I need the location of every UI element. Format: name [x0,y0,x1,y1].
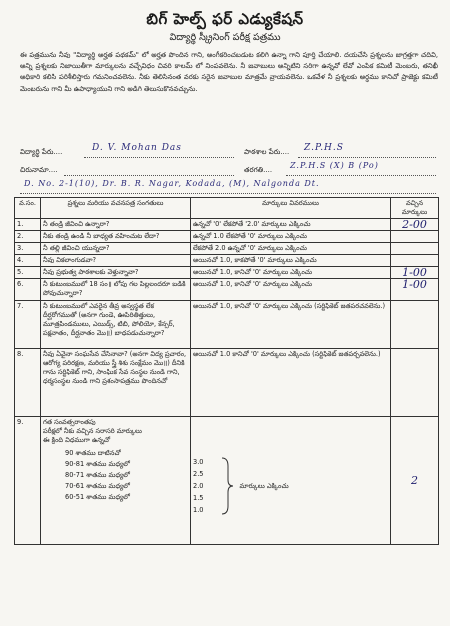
brace-icon [218,456,236,516]
table-row [15,279,439,301]
row-marks-rule: అయినచో 1.0, కానిచో '0' మార్కులు ఎక్కించు [191,279,391,301]
table-row [15,255,439,267]
row-marks-rule: అయినచో 1.0, కాకపోతే '0' మార్కులు ఎక్కించు [191,255,391,267]
row-question: నీవు ప్రభుత్వ పాఠశాలకు వెళ్తున్నావా? [41,267,191,279]
grade-item: 90 శాతము దాటినచో [65,449,121,457]
header-question: ప్రశ్నలు మరియు వచనపత్ర సంగతులు [41,198,191,219]
address-label: చిరునామా.... [20,166,58,174]
row-marks-rule: అయినచో 1.0 కానిచో '0' మార్కులు ఎక్కించు (సర్టిఫికెట్ జతపర్చవలెను.) [191,349,391,417]
grade-points-group [193,456,388,516]
class-label: తరగతి.... [244,166,273,174]
row-score: 2-00 [391,219,439,231]
row-marks-rule: అయినచో 1.0, కానిచో '0' మార్కులు ఎక్కించు (సర్టిఫికెట్ జతపరచవలెను.) [191,301,391,349]
row-no: 5. [15,267,41,279]
row-question: నీ తల్లి జీవించి యున్నదా? [41,243,191,255]
row-marks-rule: ఉన్నచో '0' లేకపోతే '2.0' మార్కులు ఎక్కించు [191,219,391,231]
grades-question-line: గత సంవత్సరాంతపు [43,418,96,426]
table-row [15,219,439,231]
grade-item: 70-61 శాతము మధ్యలో [65,482,130,490]
grade-point: 2.5 [193,470,204,478]
row-marks-grades [191,417,391,545]
row-marks-rule: ఉన్నచో 1.0 లేకపోతే '0' మార్కులు ఎక్కించు [191,231,391,243]
table-row-grades [15,417,439,545]
header-marks-detail: మార్కులు వివరములు [191,198,391,219]
row-score: 1-00 [391,279,439,301]
table-row [15,301,439,349]
row-question: నీవు ఏవైనా సంఘసేవ చేసినావా? (అనగా విద్య ప్రచారం, ఆరోగ్య పరిరక్షణ, మరియు స్త్రీ శిశు సంక్షేమం మొ॥) దీనికి గాను సర్టిఫికెట్ గాని, సాంఘిక సేవ సంస్థల నుండి గాని, ధర్మసంస్థల నుండి గాని ప్రశంసాపత్రము పొందినచో [41,349,191,417]
row-no: 8. [15,349,41,417]
student-name-label: విద్యార్థి పేరు.... [20,148,63,156]
grades-question-line: పరీక్షలో నీకు వచ్చిన సరాసరి మార్కులు [43,427,142,435]
grade-item: 60-51 శాతము మధ్యలో [65,493,130,501]
row-marks-rule: అయినచో 1.0, కానిచో '0' మార్కులు ఎక్కించు [191,267,391,279]
form-subtitle: విద్యార్థి స్క్రీనింగ్ పరీక్ష పత్రము [169,32,281,43]
grade-point: 3.0 [193,458,204,466]
row-no: 1. [15,219,41,231]
grade-marks-rule: మార్కులు ఎక్కించు [239,481,289,490]
grade-point: 2.0 [193,482,204,490]
row-score [391,301,439,349]
form-title: బిగ్ హెల్ప్ ఫర్ ఎడ్యుకేషన్ [146,10,304,28]
row-question: నీ కుటుంబములో 18 సం॥ లోపు గల పిల్లలందరూ బడికి పోవుచున్నారా? [41,279,191,301]
row-no: 3. [15,243,41,255]
row-score: 1-00 [391,267,439,279]
school-name-value: Z.P.H.S [304,143,344,153]
screening-table [14,197,439,545]
row-no: 9. [15,417,41,545]
row-score: 2 [391,417,439,545]
table-row [15,267,439,279]
grades-question-line: ఈ క్రింది విధముగా ఉన్నచో [43,436,111,444]
address-line [64,165,234,176]
grade-point: 1.5 [193,494,204,502]
student-name-value: D. V. Mohan Das [92,143,182,153]
header-sno: వ.సం. [15,198,41,219]
row-question-grades [41,417,191,545]
row-no: 7. [15,301,41,349]
row-question: నీకు తండ్రి ఉండి నీ బాధ్యత వహించుట లేదా? [41,231,191,243]
table-row [15,231,439,243]
address-value: D. No. 2-1(10), Dr. B. R. Nagar, Kodada, (M), Nalgonda Dt. [24,179,320,188]
table-row [15,349,439,417]
grade-point: 1.0 [193,506,204,514]
grade-list [43,448,188,503]
class-value: Z.P.H.S (X) B (Po) [290,161,379,170]
row-question: నీ తండ్రి జీవించి ఉన్నారా? [41,219,191,231]
grade-item: 80-71 శాతము మధ్యలో [65,471,130,479]
table-row [15,243,439,255]
row-marks-rule: లేకపోతే 2.0 ఉన్నచో '0' మార్కులు ఎక్కించు [191,243,391,255]
row-score [391,243,439,255]
header-marks-obtained: వచ్చిన మార్కులు [391,198,439,219]
row-question: నీవు వికలాంగుడవా? [41,255,191,267]
grade-points-list [193,456,204,516]
row-score [391,349,439,417]
row-question: నీ కుటుంబములో ఎవరైన తీవ్ర అస్వస్థత లేక దీర్ఘరోగముతో (అనగా గుండె, ఊపిరితిత్తులు, మూత్రపిండములు, ఎయిడ్స్, టిబి, పోలియో, కేన్సర్, పక్షవాతం, దీర్ఘవాతం మొ॥) బాధపడుచున్నారా? [41,301,191,349]
school-name-label: పాఠశాల పేరు.... [244,148,290,156]
row-score [391,255,439,267]
instructions-paragraph: ఈ పత్రమును నీవు "విద్యార్థి అర్హత పథకమ్" లో అర్హత పొందిన గాని, అంగీకరించబడుట కలిగి ఉన్నా గాని పూర్తి చేయాలి. దయచేసి ప్రశ్నలను జాగ్రత్తగా చదివి, అన్ని ప్రశ్నలకు నిజాయితీగా మార్కులను వచ్చేవిధం చివరి కాలమ్ లో నింపవలెను. నీ జవాబులు అన్నిటిని సరిగా ఉన్నవో లేవో ఎంపిక కమిటీ మెంబరు, తనిఖీ అధికారి కలిసి పరిశీలిస్తారు గమనించవలెను. నీకు తెలిసినంత వరకు సరైన జవాబుల మాత్రమే వ్రాయవలెను. ఒకవేళ నీ ప్రశ్నలకు అర్థము కానిచో ప్రాజెక్టు కమిటీ మెంబరును గాని మీ ఉపాధ్యాయుని గాని అడిగి తెలుసుకొనవచ్చును. [20,51,438,93]
grade-item: 90-81 శాతము మధ్యలో [65,460,130,468]
table-header-row [15,198,439,219]
row-no: 4. [15,255,41,267]
row-no: 6. [15,279,41,301]
row-score [391,231,439,243]
row-no: 2. [15,231,41,243]
